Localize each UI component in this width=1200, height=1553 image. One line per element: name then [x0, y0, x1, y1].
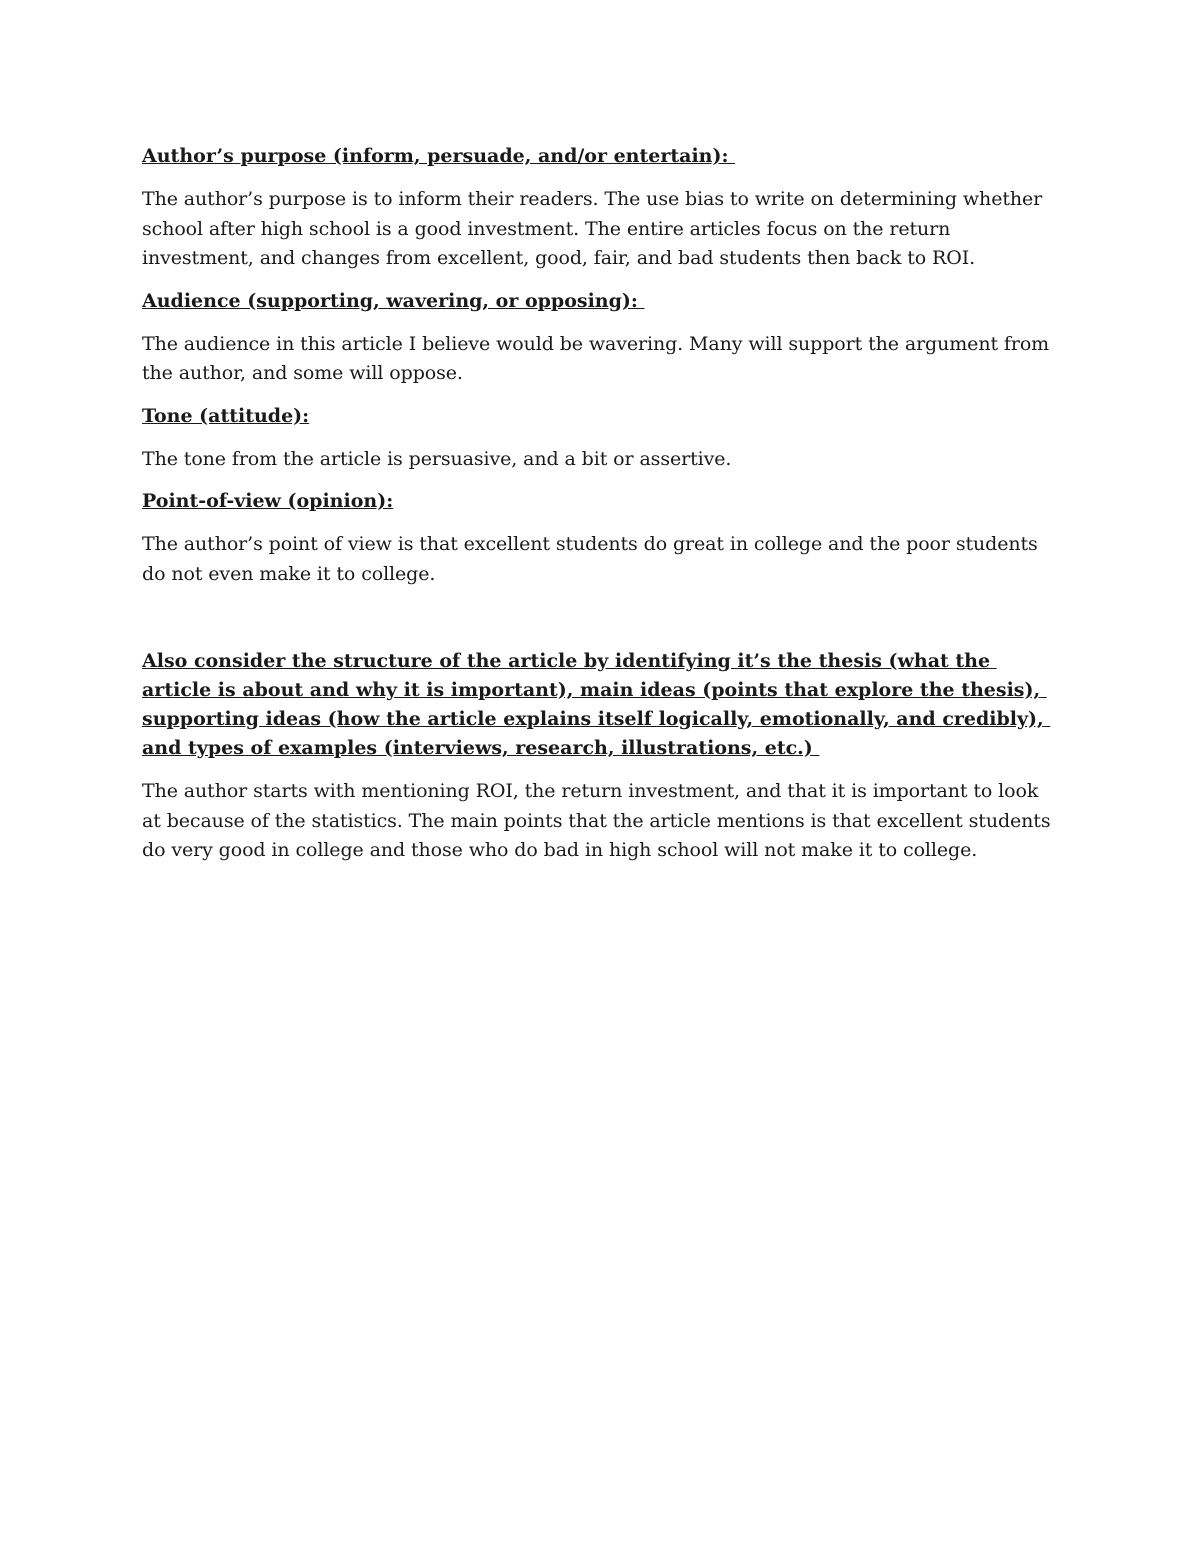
- section-body-audience: The audience in this article I believe would be wavering. Many will support the argument from the author, and some will oppose.: [142, 332, 1050, 384]
- section-heading-point-of-view: Point-of-view (opinion):: [142, 490, 394, 512]
- document-content: [142, 142, 1062, 866]
- section-body-structure: The author starts with mentioning ROI, the return investment, and that it is important to look at because of the statistics. The main points that the article mentions is that excellent students do very good in college and those who do bad in high school will not make it to college.: [142, 780, 1051, 861]
- section-heading-tone: Tone (attitude):: [142, 404, 310, 427]
- section-heading-authors-purpose: Author’s purpose (inform, persuade, and/or entertain):: [142, 145, 736, 167]
- section-body-tone: The tone from the article is persuasive, and a bit or assertive.: [142, 447, 732, 470]
- section-heading-structure: Also consider the structure of the article by identifying it’s the thesis (what the article is about and why it is important), main ideas (points that explore the thesis), supporting ideas (how the article explains itself logically, emotionally, and credibly), and types of examples (interviews, research, illustrations, etc.): [142, 650, 1051, 759]
- section-heading-audience: Audience (supporting, wavering, or opposing):: [142, 289, 645, 312]
- section-body-authors-purpose: The author’s purpose is to inform their readers. The use bias to write on determining whether school after high school is a good investment. The entire articles focus on the return investment, and changes from excellent, good, fair, and bad students then back to ROI.: [142, 188, 1043, 269]
- section-body-point-of-view: The author’s point of view is that excellent students do great in college and the poor students do not even make it to college.: [142, 533, 1038, 585]
